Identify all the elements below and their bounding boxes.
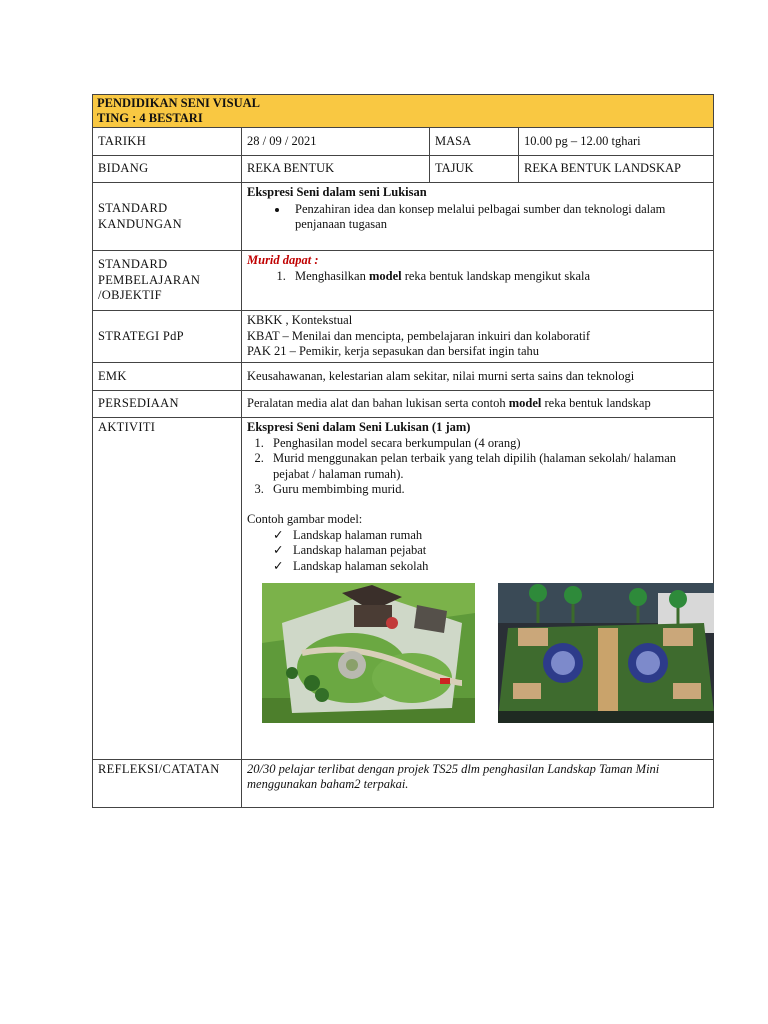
objective-text-pre: Menghasilkan [295, 268, 369, 283]
aktiviti-content [242, 417, 714, 759]
tarikh-value: 28 / 09 / 2021 [242, 128, 430, 156]
emk-value: Keusahawanan, kelestarian alam sekitar, nilai murni serta sains dan teknologi [242, 362, 714, 390]
tajuk-label: TAJUK [430, 156, 519, 183]
sp-label-line2: PEMBELAJARAN [98, 272, 201, 287]
aktiviti-step: 3. Guru membimbing murid. [267, 482, 708, 498]
aktiviti-steps [247, 436, 708, 499]
row-standard-kandungan [93, 183, 714, 251]
objective-intro: Murid dapat : [247, 253, 319, 267]
row-aktiviti [93, 417, 714, 759]
persediaan-text-pre: Peralatan media alat dan bahan lukisan serta contoh [247, 396, 509, 411]
masa-value: 10.00 pg – 12.00 tghari [519, 128, 714, 156]
sk-title: Ekspresi Seni dalam seni Lukisan [247, 185, 427, 199]
refleksi-value: 20/30 pelajar terlibat dengan projek TS25 dlm penghasilan Landskap Taman Mini menggunakan baham2 terpakai. [242, 759, 714, 807]
standard-pembelajaran-label [93, 251, 242, 311]
bidang-value: REKA BENTUK [242, 156, 430, 183]
row-persediaan [93, 390, 714, 417]
masa-label: MASA [430, 128, 519, 156]
strategi-line1: KBKK , Kontekstual [247, 313, 353, 327]
row-strategi [93, 311, 714, 363]
objective-list [247, 269, 708, 285]
sk-bullet-item: • Penzahiran idea dan konsep melalui pelbagai sumber dan teknologi dalam penjanaan tugasan [289, 202, 708, 233]
example-text: Landskap halaman pejabat [293, 543, 427, 558]
emk-label: EMK [93, 362, 242, 390]
row-bidang [93, 156, 714, 183]
row-standard-pembelajaran [93, 251, 714, 311]
persediaan-value [242, 390, 714, 417]
examples-list [247, 528, 708, 575]
lesson-plan-table [92, 94, 714, 808]
sk-label-line2: KANDUNGAN [98, 216, 182, 231]
check-mark-icon: ✓ [273, 558, 284, 573]
objective-item [289, 269, 708, 285]
subject-title: PENDIDIKAN SENI VISUAL [97, 96, 261, 110]
strategi-line3: PAK 21 – Pemikir, kerja sepasukan dan bersifat ingin tahu [247, 344, 540, 359]
header-cell [93, 95, 714, 128]
tarikh-label: TARIKH [93, 128, 242, 156]
sp-label-line1: STANDARD [98, 257, 168, 272]
aktiviti-title: Ekspresi Seni dalam Seni Lukisan (1 jam) [247, 419, 471, 434]
row-tarikh [93, 128, 714, 156]
school-garden-model-photo [498, 583, 714, 723]
standard-kandungan-content [242, 183, 714, 251]
example-item [273, 559, 708, 575]
examples-title: Contoh gambar model: [247, 512, 363, 526]
tajuk-value: REKA BENTUK LANDSKAP [519, 156, 714, 183]
objective-text-bold: model [368, 268, 402, 283]
aktiviti-step: 2. Murid menggunakan pelan terbaik yang telah dipilih (halaman sekolah/ halaman pejabat / halaman rumah). [267, 451, 708, 482]
aktiviti-label: AKTIVITI [93, 417, 242, 759]
persediaan-text-bold: model [508, 396, 542, 411]
aktiviti-step: 1. Penghasilan model secara berkumpulan (4 orang) [267, 436, 708, 452]
class-title: TING : 4 BESTARI [97, 111, 203, 125]
example-item [273, 528, 708, 544]
check-mark-icon: ✓ [273, 527, 284, 542]
standard-kandungan-label [93, 183, 242, 251]
refleksi-label: REFLEKSI/CATATAN [93, 759, 242, 807]
strategi-content [242, 311, 714, 363]
persediaan-text-post: reka bentuk landskap [541, 396, 651, 411]
objective-text-post: reka bentuk landskap mengikut skala [401, 268, 591, 283]
row-refleksi [93, 759, 714, 807]
sp-label-line3: /OBJEKTIF [98, 288, 162, 303]
example-item [273, 543, 708, 559]
house-garden-model-photo [262, 583, 475, 723]
example-text: Landskap halaman rumah [293, 527, 423, 542]
row-emk [93, 362, 714, 390]
strategi-line2: KBAT – Menilai dan mencipta, pembelajaran inkuiri dan kolaboratif [247, 328, 591, 343]
sk-bullet-list [247, 202, 708, 233]
persediaan-label: PERSEDIAAN [93, 390, 242, 417]
example-text: Landskap halaman sekolah [293, 558, 429, 573]
sk-label-line1: STANDARD [98, 200, 168, 215]
check-mark-icon: ✓ [273, 543, 284, 558]
strategi-label: STRATEGI PdP [93, 311, 242, 363]
standard-pembelajaran-content [242, 251, 714, 311]
bidang-label: BIDANG [93, 156, 242, 183]
header-row [93, 95, 714, 128]
example-photos [247, 575, 708, 757]
